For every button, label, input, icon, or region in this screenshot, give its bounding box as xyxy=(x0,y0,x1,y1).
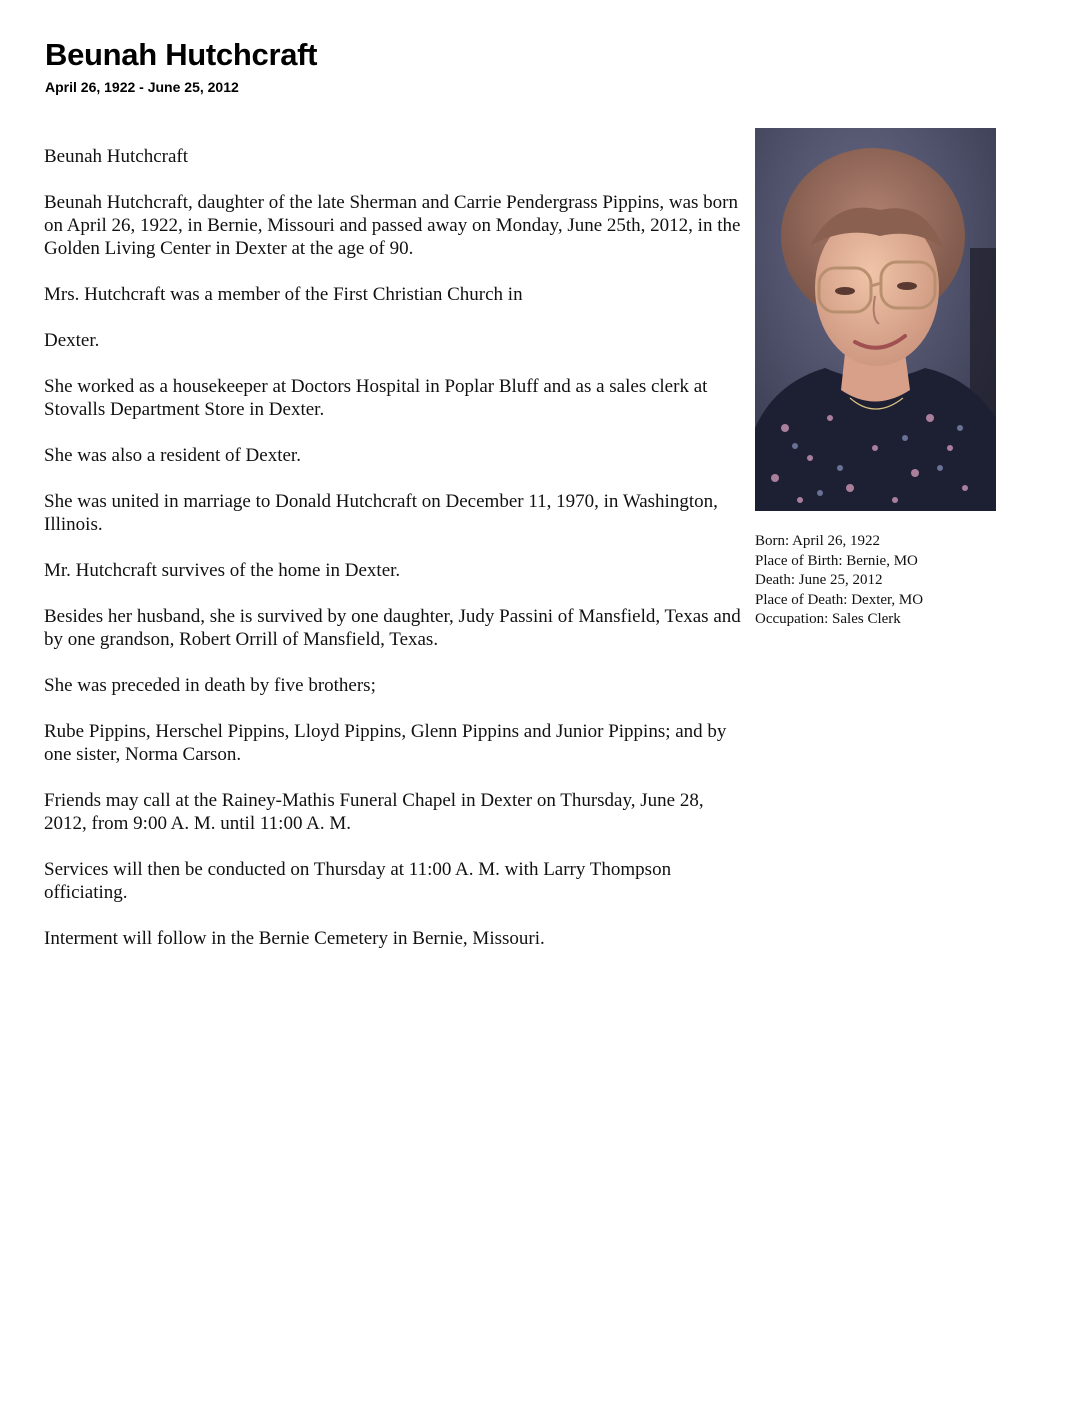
page-title: Beunah Hutchcraft xyxy=(45,37,318,72)
fact-place-of-birth: Place of Birth: Bernie, MO xyxy=(755,552,918,569)
obituary-paragraph: Mr. Hutchcraft survives of the home in Dexter. xyxy=(44,560,401,581)
obituary-paragraph: Beunah Hutchcraft xyxy=(44,146,189,167)
obituary-paragraph: Friends may call at the Rainey-Mathis Funeral Chapel in Dexter on Thursday, June 28, 2012, from 9:00 A. M. until 11:00 A. M. xyxy=(44,790,704,834)
portrait-photo xyxy=(755,128,996,511)
obituary-paragraph: Services will then be conducted on Thursday at 11:00 A. M. with Larry Thompson officiating. xyxy=(44,859,672,903)
obituary-header xyxy=(45,36,317,96)
obituary-paragraph: Interment will follow in the Bernie Cemetery in Bernie, Missouri. xyxy=(44,928,545,949)
obituary-paragraph: Rube Pippins, Herschel Pippins, Lloyd Pippins, Glenn Pippins and Junior Pippins; and by one sister, Norma Carson. xyxy=(44,721,727,765)
obituary-paragraph: She was preceded in death by five brothers; xyxy=(44,675,376,696)
obituary-paragraph: She was united in marriage to Donald Hutchcraft on December 11, 1970, in Washington, Illinois. xyxy=(44,491,718,535)
fact-place-of-death: Place of Death: Dexter, MO xyxy=(755,591,924,608)
fact-death: Death: June 25, 2012 xyxy=(755,572,883,589)
obituary-paragraph: Dexter. xyxy=(44,330,100,351)
obituary-paragraph: Mrs. Hutchcraft was a member of the First Christian Church in xyxy=(44,284,523,305)
fact-born: Born: April 26, 1922 xyxy=(755,533,881,549)
vital-facts xyxy=(755,532,923,630)
obituary-paragraph: She worked as a housekeeper at Doctors Hospital in Poplar Bluff and as a sales clerk at Stovalls Department Store in Dexter. xyxy=(44,376,708,420)
obituary-paragraph: She was also a resident of Dexter. xyxy=(44,445,301,466)
obituary-paragraph: Beunah Hutchcraft, daughter of the late Sherman and Carrie Pendergrass Pippins, was born on April 26, 1922, in Bernie, Missouri and passed away on Monday, June 25th, 2012, in the Golden Living Center in Dexter at the age of 90. xyxy=(44,192,741,259)
fact-occupation: Occupation: Sales Clerk xyxy=(755,611,901,628)
obituary-body xyxy=(44,145,744,973)
obituary-paragraph: Besides her husband, she is survived by one daughter, Judy Passini of Mansfield, Texas and by one grandson, Robert Orrill of Mansfield, Texas. xyxy=(44,606,741,650)
life-dates: April 26, 1922 - June 25, 2012 xyxy=(45,79,239,95)
